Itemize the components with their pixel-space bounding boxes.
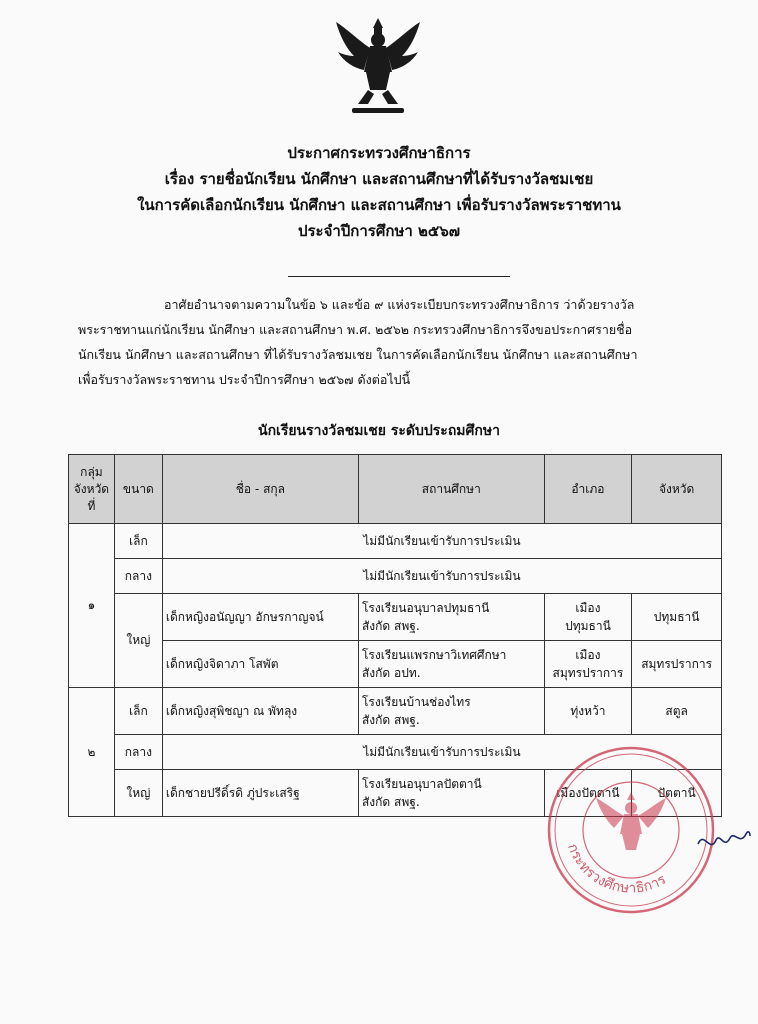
district-cell: ทุ่งหว้า (544, 688, 632, 735)
table-row (69, 524, 722, 559)
school-affiliation: สังกัด อปท. (361, 666, 421, 680)
district-line: เมือง (575, 601, 601, 615)
district-line: ปทุมธานี (565, 619, 611, 633)
province-cell: สตูล (632, 688, 722, 735)
school-affiliation: สังกัด สพฐ. (361, 713, 420, 727)
group-number: ๑ (69, 524, 115, 688)
header-group-line: ที่ (87, 498, 96, 513)
district-line: เมือง (575, 648, 601, 662)
intro-line-4: เพื่อรับรางวัลพระราชทาน ประจำปีการศึกษา ๒๕๖๗ ดังต่อไปนี้ (78, 372, 411, 387)
school-name: โรงเรียนแพรกษาวิเทศศึกษา (361, 648, 507, 662)
title-line-2: เรื่อง รายชื่อนักเรียน นักศึกษา และสถานศึกษาที่ได้รับรางวัลชมเชย (164, 170, 594, 188)
signature-icon (694, 820, 754, 860)
no-candidate-note: ไม่มีนักเรียนเข้ารับการประเมิน (162, 559, 721, 594)
school-affiliation: สังกัด สพฐ. (361, 795, 420, 809)
district-cell (544, 594, 632, 641)
table-row (69, 641, 722, 688)
header-group-line: กลุ่ม (80, 464, 103, 479)
group-number: ๒ (69, 688, 115, 817)
table-row (69, 594, 722, 641)
district-line: สมุทรปราการ (552, 666, 624, 680)
header-size: ขนาด (114, 455, 162, 524)
header-group (69, 455, 115, 524)
no-candidate-note: ไม่มีนักเรียนเข้ารับการประเมิน (162, 735, 721, 770)
header-school: สถานศึกษา (358, 455, 544, 524)
school-name: โรงเรียนบ้านช่องไทร (361, 695, 471, 709)
table-header-row (69, 455, 722, 524)
title-divider (288, 276, 510, 277)
header-district: อำเภอ (544, 455, 632, 524)
size-cell: กลาง (114, 735, 162, 770)
size-cell: ใหญ่ (114, 594, 162, 688)
header-province: จังหวัด (632, 455, 722, 524)
intro-line-3: นักเรียน นักศึกษา และสถานศึกษา ที่ได้รับรางวัลชมเชย ในการคัดเลือกนักเรียน นักศึกษา และสถานศึกษา (78, 347, 638, 362)
school-cell (358, 594, 544, 641)
no-candidate-note: ไม่มีนักเรียนเข้ารับการประเมิน (162, 524, 721, 559)
size-cell: เล็ก (114, 688, 162, 735)
announcement-title-block (0, 140, 758, 244)
header-group-line: จังหวัด (73, 481, 110, 496)
garuda-emblem-icon (332, 14, 424, 118)
school-cell (358, 770, 544, 817)
seal-text: กระทรวงศึกษาธิการ (563, 841, 669, 897)
intro-line-1: อาศัยอำนาจตามความในข้อ ๖ และข้อ ๙ แห่งระเบียบกระทรวงศึกษาธิการ ว่าด้วยรางวัล (164, 297, 635, 312)
school-name: โรงเรียนอนุบาลปัตตานี (361, 777, 482, 791)
province-cell: ปทุมธานี (632, 594, 722, 641)
header-name: ชื่อ - สกุล (162, 455, 358, 524)
district-cell (544, 641, 632, 688)
title-line-4: ประจำปีการศึกษา ๒๕๖๗ (297, 222, 461, 240)
student-name: เด็กชายปรีดิ์รดิ ภู่ประเสริฐ (162, 770, 358, 817)
district-cell: เมืองปัตตานี (544, 770, 632, 817)
title-line-3: ในการคัดเลือกนักเรียน นักศึกษา และสถานศึกษา เพื่อรับรางวัลพระราชทาน (137, 196, 621, 214)
school-affiliation: สังกัด สพฐ. (361, 619, 420, 633)
school-name: โรงเรียนอนุบาลปทุมธานี (361, 601, 490, 615)
title-line-1: ประกาศกระทรวงศึกษาธิการ (287, 144, 471, 162)
size-cell: เล็ก (114, 524, 162, 559)
table-row (69, 688, 722, 735)
intro-paragraph (78, 292, 690, 392)
school-cell (358, 641, 544, 688)
province-cell: สมุทรปราการ (632, 641, 722, 688)
table-title: นักเรียนรางวัลชมเชย ระดับประถมศึกษา (258, 423, 500, 439)
size-cell: ใหญ่ (114, 770, 162, 817)
table-row (69, 559, 722, 594)
size-cell: กลาง (114, 559, 162, 594)
school-cell (358, 688, 544, 735)
student-name: เด็กหญิงสุพิชญา ณ พัทลุง (162, 688, 358, 735)
intro-line-2: พระราชทานแก่นักเรียน นักศึกษา และสถานศึกษา พ.ศ. ๒๕๖๒ กระทรวงศึกษาธิการจึงขอประกาศรายชื่อ (78, 322, 633, 337)
student-name: เด็กหญิงจิดาภา โสพัต (162, 641, 358, 688)
province-cell: ปัตตานี (632, 770, 722, 817)
student-name: เด็กหญิงอนัญญา อักษรกาญจน์ (162, 594, 358, 641)
